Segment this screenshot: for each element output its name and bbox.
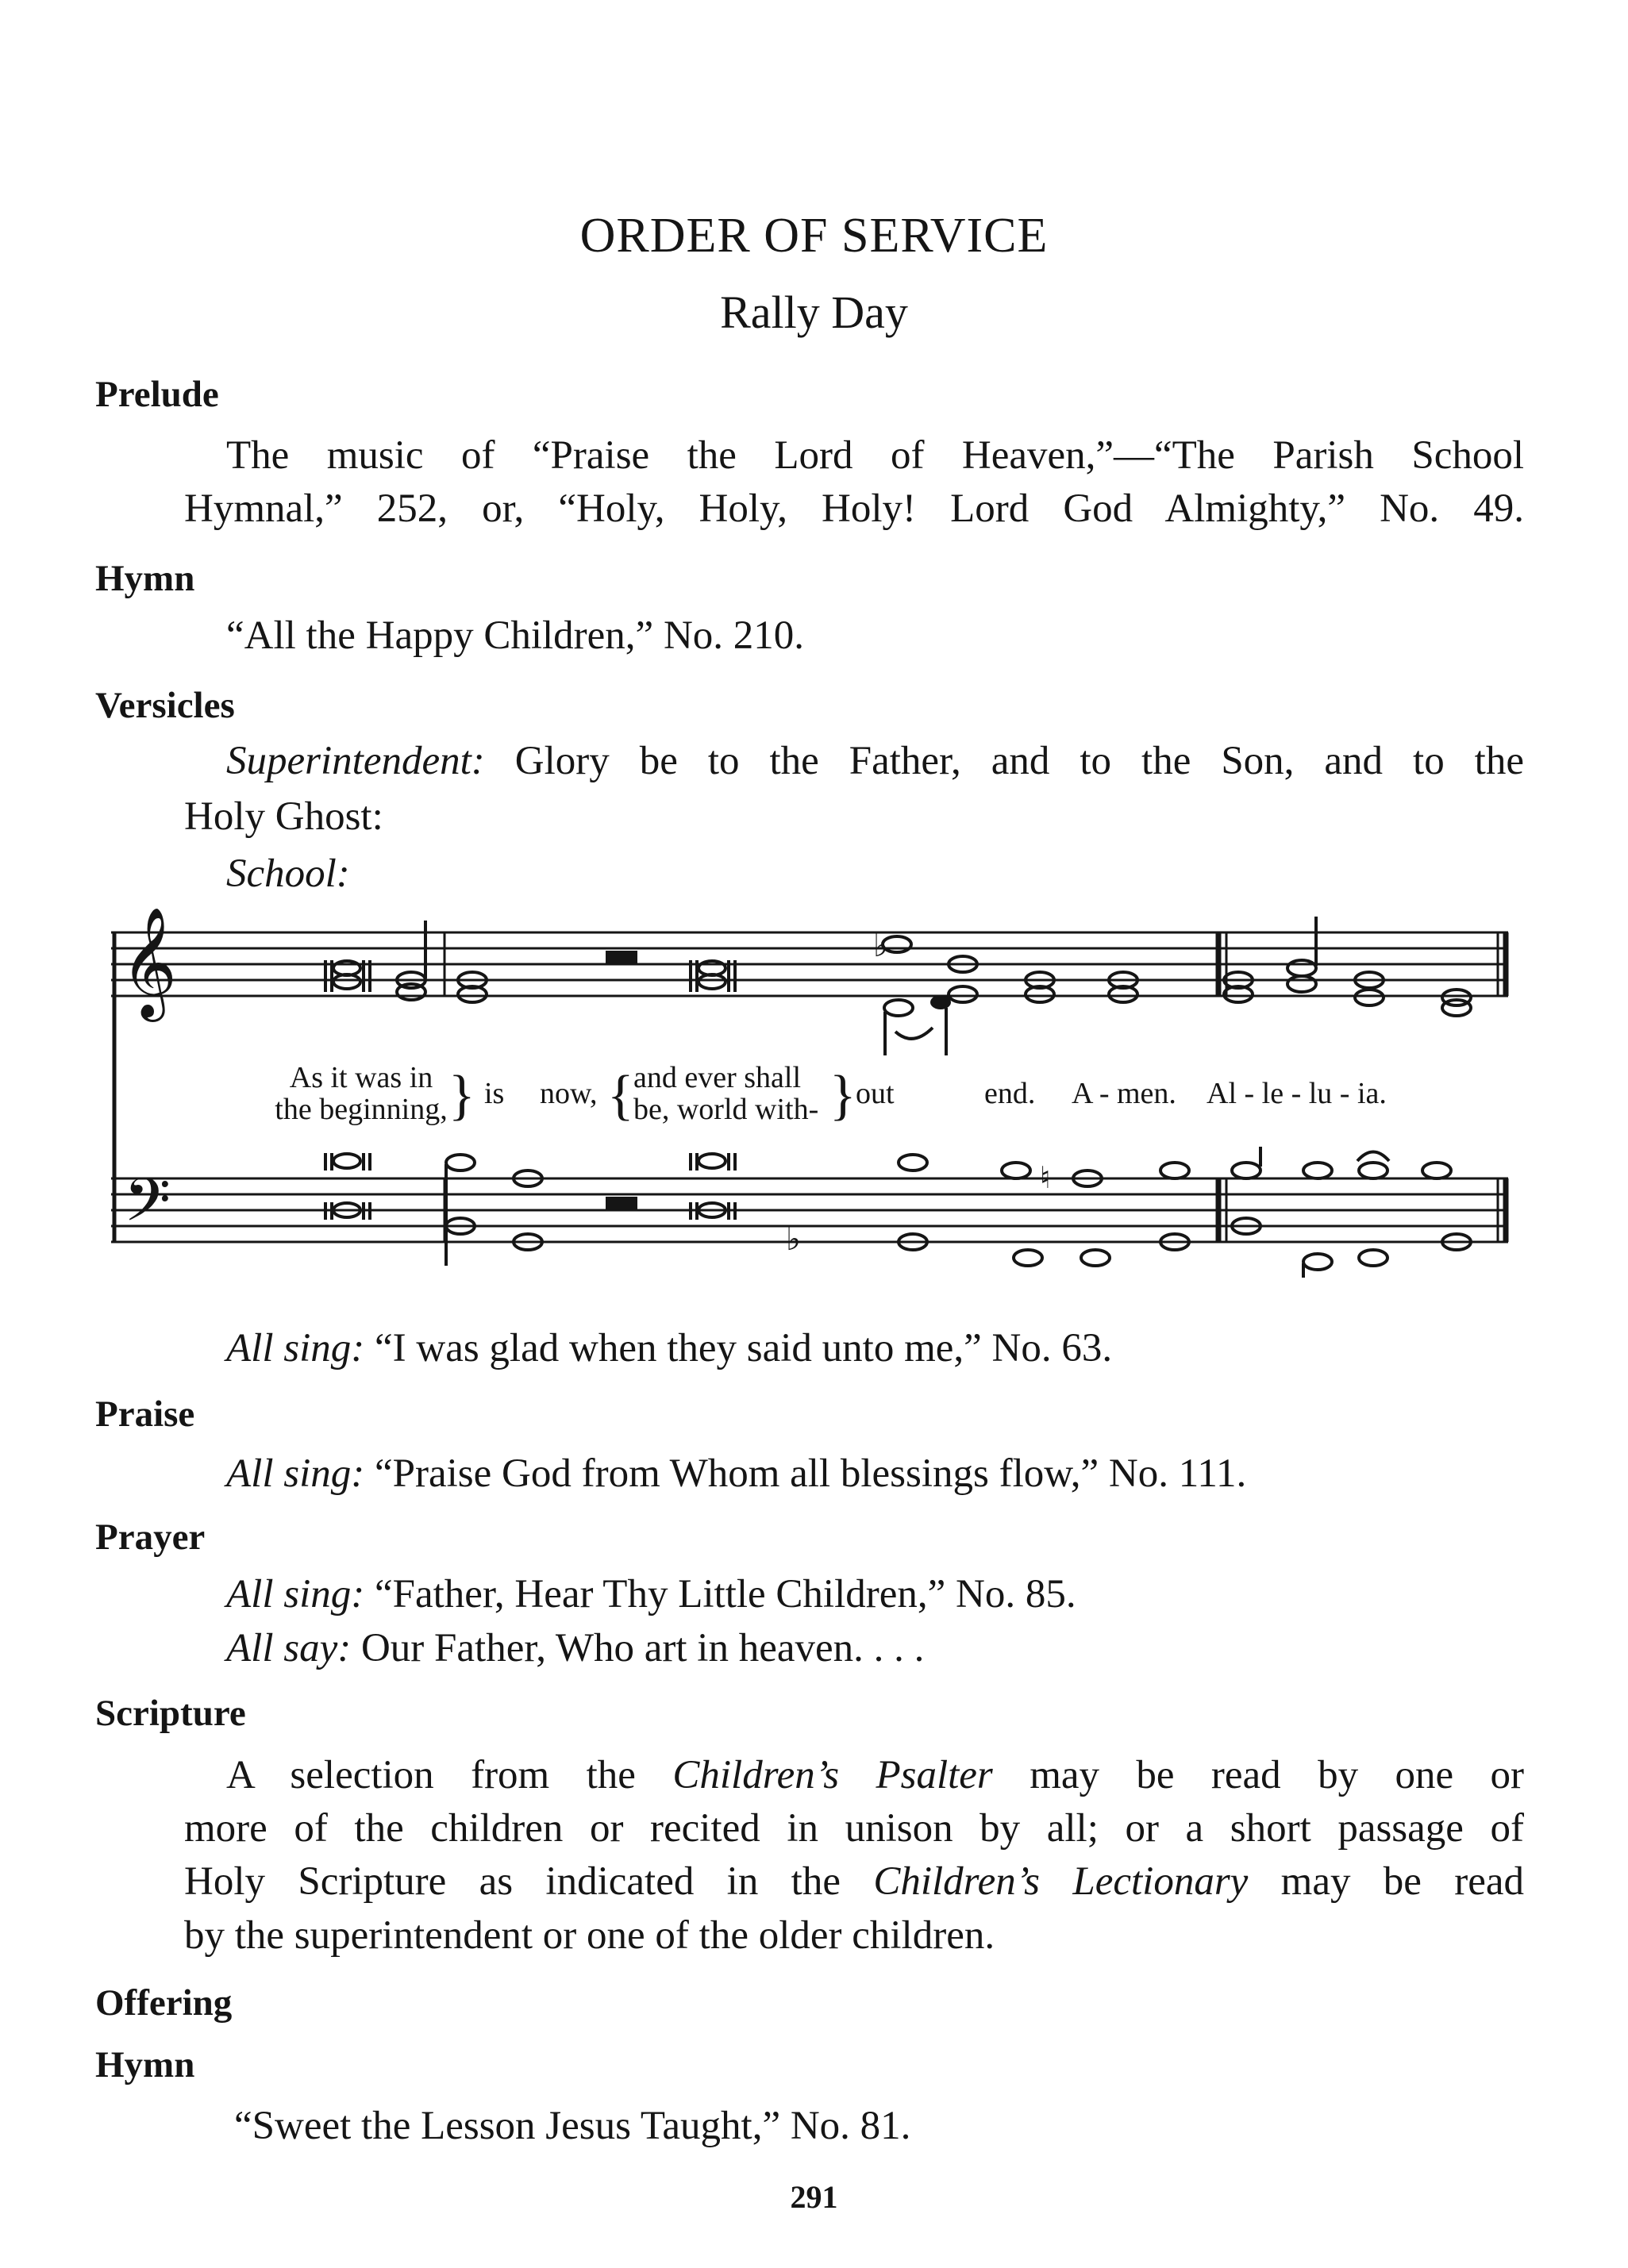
speaker-label-superintendent: Superintendent: — [226, 739, 485, 783]
lyric-as-it-was-in: As it was in — [289, 1061, 433, 1094]
speaker-label-all-say: All say: — [226, 1626, 352, 1670]
page-subtitle: Rally Day — [720, 286, 908, 338]
praise-text: “Praise God from Whom all blessings flow,” No. 111. — [375, 1451, 1247, 1496]
hymn-reference: “All the Happy Children,” No. 210. — [226, 613, 805, 658]
scripture-text: Holy Scripture as indicated in the — [184, 1859, 841, 1904]
section-heading-scripture: Scripture — [95, 1693, 246, 1734]
prayer-say-line — [226, 1625, 924, 1671]
prelude-line-2: Hymnal,” 252, or, “Holy, Holy, Holy! Lord God Almighty,” No. 49. — [184, 486, 1524, 531]
scripture-text: A selection from the — [226, 1753, 636, 1797]
lyric-is: is — [484, 1077, 505, 1110]
speaker-label-all-sing: All sing: — [226, 1451, 365, 1496]
prayer-sing-text: “Father, Hear Thy Little Children,” No. 85. — [375, 1572, 1076, 1616]
section-heading-praise: Praise — [95, 1393, 195, 1435]
childrens-lectionary-title: Children’s Lectionary — [873, 1859, 1249, 1904]
page-title: ORDER OF SERVICE — [579, 209, 1049, 263]
scripture-line-3 — [184, 1859, 1524, 1905]
scripture-line-1 — [226, 1752, 1524, 1798]
treble-clef-icon: 𝄞 — [121, 909, 177, 1017]
section-heading-hymn: Hymn — [95, 2044, 195, 2085]
versicle-superintendent-text: Glory be to the Father, and to the Son, and to the — [514, 739, 1524, 783]
brace-icon: { — [607, 1065, 634, 1126]
section-heading-hymn: Hymn — [95, 558, 195, 599]
page-number: 291 — [790, 2179, 838, 2215]
all-sing-glad-text: “I was glad when they said unto me,” No. 63. — [375, 1326, 1113, 1370]
prayer-say-text: Our Father, Who art in heaven. . . . — [360, 1626, 925, 1670]
versicle-superintendent-line — [226, 738, 1524, 784]
lyric-amen: A - men. — [1072, 1077, 1176, 1110]
lyric-out: out — [856, 1077, 895, 1110]
lyric-end: end. — [984, 1077, 1036, 1110]
scripture-line-4: by the superintendent or one of the older children. — [184, 1913, 995, 1958]
section-heading-prelude: Prelude — [95, 374, 219, 415]
music-score — [111, 909, 1532, 1278]
bass-clef-icon: 𝄢 — [124, 1165, 171, 1250]
flat-sign-icon: ♭ — [786, 1221, 801, 1258]
scripture-text: may be read — [1280, 1859, 1525, 1904]
brace-icon: } — [829, 1065, 856, 1126]
speaker-label-all-sing: All sing: — [226, 1326, 365, 1370]
praise-line — [226, 1451, 1246, 1497]
section-heading-prayer: Prayer — [95, 1516, 206, 1558]
section-heading-offering: Offering — [95, 1982, 233, 2024]
flat-sign-icon: ♭ — [873, 928, 888, 964]
brace-icon: } — [448, 1065, 475, 1126]
childrens-psalter-title: Children’s Psalter — [672, 1753, 993, 1797]
speaker-label-all-sing: All sing: — [226, 1572, 365, 1616]
hymn-reference: “Sweet the Lesson Jesus Taught,” No. 81. — [234, 2104, 911, 2148]
prayer-sing-line — [226, 1571, 1076, 1617]
lyric-alleluia: Al - le - lu - ia. — [1207, 1077, 1387, 1110]
versicle-superintendent-line-2: Holy Ghost: — [184, 794, 383, 839]
scripture-text: may be read by one or — [1030, 1753, 1525, 1797]
scripture-line-2: more of the children or recited in unison by all; or a short passage of — [184, 1806, 1524, 1851]
lyric-and-ever-shall: and ever shall — [633, 1061, 802, 1094]
lyric-now: now, — [540, 1077, 598, 1110]
natural-sign-icon: ♮ — [1040, 1160, 1051, 1195]
all-sing-glad-line — [226, 1325, 1112, 1371]
section-heading-versicles: Versicles — [95, 685, 235, 726]
prelude-line-1: The music of “Praise the Lord of Heaven,”—“The Parish School — [226, 433, 1524, 478]
lyric-the-beginning: the beginning, — [275, 1093, 448, 1126]
lyric-be-world-with: be, world with- — [633, 1093, 819, 1126]
speaker-label-school: School: — [226, 851, 350, 896]
